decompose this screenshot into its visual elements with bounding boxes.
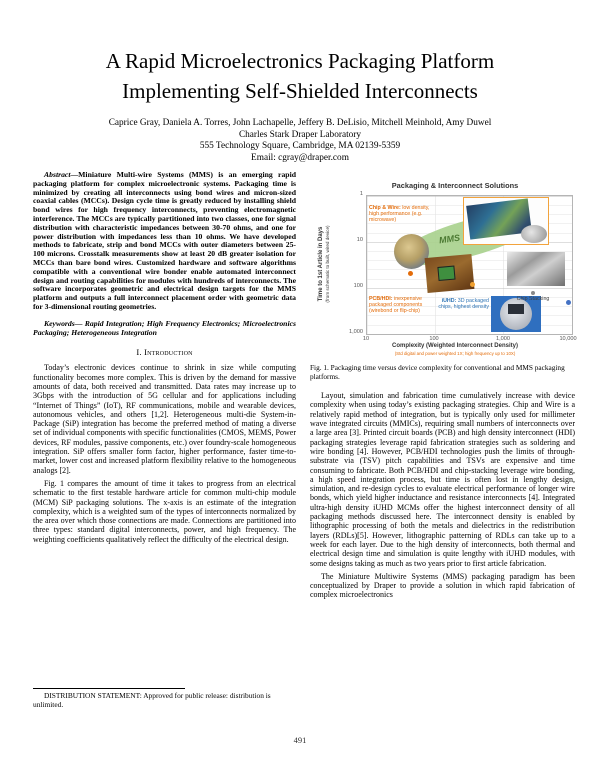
section-heading-introduction: I. Introduction <box>136 347 193 358</box>
keywords-label: Keywords— <box>44 318 83 328</box>
pcb-hdi-annotation-text: inexpensive packaged components (wirebond or flip-chip) <box>369 296 423 315</box>
y-axis-label-note: (from schematic to built, wired device) <box>325 225 330 303</box>
affiliation: Charles Stark Draper Laboratory <box>238 129 362 140</box>
chip-and-wire-annotation-text: low density, high performance (e.g. microwave) <box>369 205 430 224</box>
pcb-hdi-photo <box>425 254 475 293</box>
mms-disc-image <box>521 225 547 243</box>
x-tick-1000: 1,000 <box>496 336 510 342</box>
y-tick-100: 100 <box>353 283 363 289</box>
intro-paragraph-2: Fig. 1 compares the amount of time it takes to progress from an electrical schematic to the first testable hardware article for common multi-chip module (MCM) SiP packaging solutions. The x-axis is an estimate of the integration complexity, which is a weighted sum of the types of interconnects normalized by the area over which those connections are made. Connections are partitioned into three types: standard digital interconnects, power, and high frequency. The weighting coefficients qualitatively reflect the difficulty of the electrical design. <box>33 478 296 544</box>
right-paragraph-1: Layout, simulation and fabrication time cumulatively increase with device complexity when using today’s existing packaging strategies. Chip and Wire is a relatively rapid method of integration, but is typically only used for millimeter wave integrated circuits (MMICs), requiring small numbers of interconnects over a large area [3]. Printed circuit boards (PCB) and high density interconnect (HDI) packaging strategies leverage rapid fabrication strategies such as soldering and wire bonding [4]. However, PCB/HDI technologies push the limits of through-substrate via (TSV) pitch capabilities and TSVs are expensive and time consuming to fabricate. Both PCB/HDI and chip-stacking leverage wire bonding, a high speed integration process, but time is often lost in lengthy design, simulation, and re-design cycles to evaluate electrical performance of longer wire bonds, which yield higher inductance and resistance interconnects [4]. Integrated ultra-high density iUHD MCMs offer the highest interconnect density of all packaging methods discussed here. The interconnect density is enabled by lithographic processing of both the metals and dielectrics in the redistribution layers (RDLs)[5]. However, lithographic patterning of RDLs can take up to a week for each layer. Due to the high density of interconnects, both thermal and electrical design time and simulation is quite lengthy with iUHD modules, with some designs taking as much as two years prior to first article fabrication. <box>310 391 575 568</box>
abstract-text: Miniature Multi-wire Systems (MMS) is an emerging rapid packaging platform for complex microelectronic systems. Packaging time is minimized by creating all interconnects using bond wires and micron-sized coaxial cables (MCCs). Design cycle time is greatly reduced by installing shield bond wires for high frequency interconnects, preventing electromagnetic interference. The MCCs are typically partitioned into two classes, one for signal distribution with characteristic impedances between 30-70 ohms, and one for power distribution with impedances less than 10 ohms. We have developed methods to fabricate, strip and bond MCCs with outer diameters between 25-100 microns. Crosstalk measurements show at least 20 dB greater isolation for MCCs than bare bond wires. Customized hardware and software algorithms compatible with a conventional wire bonder enable automated interconnect design and routing capabilities for modules with hundreds of interconnects. The software incorporates geometric and electrical design targets for the MMS platform and outputs a full interconnect placement order with geometric data for 3-dimensional routing geometries. <box>33 170 296 311</box>
chart-plot-area <box>366 195 573 335</box>
abstract-paragraph <box>33 171 296 312</box>
chip-and-wire-annotation <box>369 205 433 224</box>
iuhd-coin-image <box>500 298 532 330</box>
data-point-chip-stacking <box>531 291 535 295</box>
chip-stacking-label: Chip Stacking <box>516 296 550 302</box>
footnote-rule <box>33 688 185 689</box>
abstract-label: Abstract— <box>44 170 79 179</box>
data-point-pcb-hdi <box>470 282 475 287</box>
iuhd-die-image <box>508 304 524 314</box>
x-axis-label: Complexity (Weighted Interconnect Density) <box>392 343 518 349</box>
intro-paragraph-1: Today’s electronic devices continue to shrink in size while computing functionality becomes more complex. This is driven by the demand for massive amounts of data, both received and transmitted. Data rates may increase up to 3Gbps with the introduction of 5G cellular and for applications including “Internet of Things” (IoT), RF communications, mobile and wearable devices, autonomous vehicles, and others [1,2]. Heterogeneous multi-die System-in-Package (SiP) integration has become the preferred method of mating a diverse set of individual components with specific functionalities (CMOS, MEMS, Power devices, RF modules, passive components, etc.) over foundry-scale homogeneous integration. SiP offers smaller form factor, higher performance, faster time-to-market, lower cost and increased platform flexibility relative to the homogeneous analogs [2]. <box>33 363 296 475</box>
x-axis-label-note: (Std digital and power weighted 1X; high frequency up to 10X) <box>394 351 516 356</box>
x-tick-10000: 10,000 <box>559 336 577 342</box>
right-column <box>310 180 575 604</box>
x-tick-100: 100 <box>429 336 439 342</box>
mms-module-photo <box>463 197 549 245</box>
page-number: 491 <box>293 735 307 745</box>
y-axis-label-main: Time to 1st Article in Days <box>318 226 324 302</box>
iuhd-annotation-lead: iUHD: <box>441 298 457 304</box>
data-point-chip-and-wire <box>408 271 413 276</box>
y-axis-label <box>318 195 340 333</box>
figure-1-chart <box>310 180 575 362</box>
chip-and-wire-annotation-lead: Chip & Wire: <box>369 205 401 211</box>
iuhd-annotation <box>435 298 489 310</box>
figure-1-caption: Fig. 1. Packaging time versus device complexity for conventional and MMS packaging platforms. <box>310 363 565 381</box>
y-tick-1000: 1,000 <box>349 329 363 335</box>
iuhd-annotation-text: 3D packaged chips, highest density <box>438 298 489 311</box>
address: 555 Technology Square, Cambridge, MA 02139-5359 <box>199 141 401 152</box>
chip-stacking-photo <box>507 252 565 286</box>
y-tick-10: 10 <box>356 237 363 243</box>
keywords-paragraph <box>33 320 296 338</box>
paper-title-line1: A Rapid Microelectronics Packaging Platform <box>105 49 495 73</box>
data-point-iuhd <box>566 300 571 305</box>
chart-title: Packaging & Interconnect Solutions <box>391 181 519 190</box>
pcb-hdi-annotation-lead: PCB/HDI: <box>369 296 393 302</box>
authors: Caprice Gray, Daniela A. Torres, John Lachapelle, Jeffery B. DeLisio, Mitchell Meinhold, Amy Duwel <box>108 118 492 128</box>
email: Email: cgray@draper.com <box>251 152 349 163</box>
footnote-block <box>33 688 296 710</box>
pcb-hdi-annotation <box>369 296 437 315</box>
chip-and-wire-photo <box>394 234 429 269</box>
x-tick-10: 10 <box>362 336 370 342</box>
y-tick-1: 1 <box>359 191 363 197</box>
mms-region-label: MMS <box>438 232 461 246</box>
paper-title-line2: Implementing Self-Shielded Interconnects <box>122 79 478 103</box>
byline-block <box>60 118 540 164</box>
distribution-statement: DISTRIBUTION STATEMENT: Approved for public release: distribution is unlimited. <box>33 691 271 709</box>
right-paragraph-2: The Miniature Multiwire Systems (MMS) packaging paradigm has been conceptualized by Draper to provide a solution in which rapid fabrication of complex microelectronics <box>310 571 575 600</box>
left-column <box>33 171 296 548</box>
paper-title <box>40 46 560 106</box>
keywords-text: Rapid Integration; High Frequency Electronics; Microelectronics Packaging; Heterogeneous Integration <box>33 318 296 337</box>
pcb-chip-image <box>437 266 455 281</box>
